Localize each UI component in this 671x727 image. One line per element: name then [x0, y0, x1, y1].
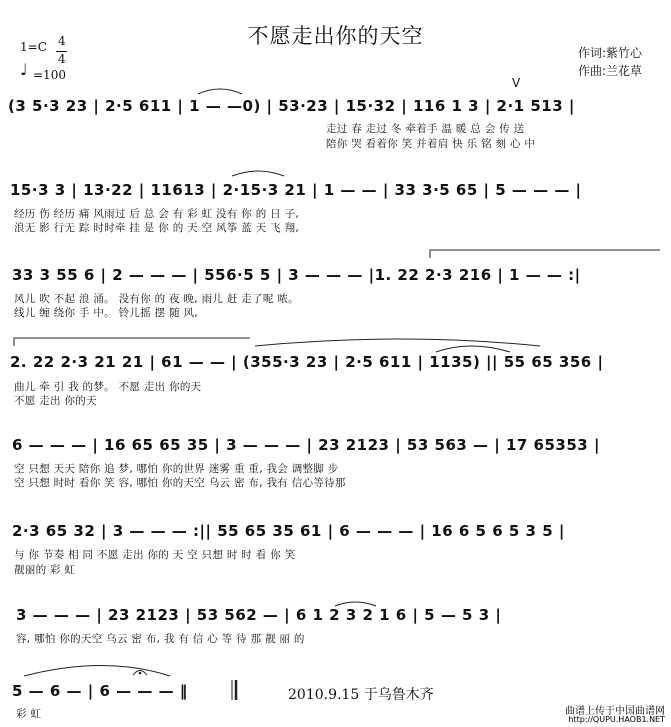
tempo-value: =100 — [33, 68, 66, 82]
volta-bracket-1 — [430, 250, 660, 258]
slur-5 — [24, 666, 170, 677]
fermata-icon — [133, 671, 147, 676]
notation-line-2: 15·3 3 | 13·22 | 11613 | 2·15·3 21 | 1 — — | 33 3·5 65 | 5 — — — | — [10, 181, 582, 199]
lyrics-line-1a: 走过 春 走过 冬 牵着手 温 暖 总 会 传 送 — [326, 123, 525, 135]
lyrics-line-2a: 经历 伤 经历 痛 风雨过 后 总 会 有 彩 虹 没有 你 的 日 子, — [14, 208, 300, 220]
lyrics-line-3b: 线儿 缠 绕你 手 中。 铃儿摇 摆 随 风, — [14, 307, 198, 319]
date-place: 2010.9.15 于乌鲁木齐 — [288, 687, 434, 703]
notation-line-4: 2. 22 2·3 21 21 | 61 — — | (355·3 23 | 2·5 611 | 1135) || 55 65 356 | — [10, 353, 604, 371]
slur-1 — [198, 89, 242, 94]
breath-mark: V — [512, 76, 521, 90]
lyricist-credit: 作词:紫竹心 — [578, 46, 643, 60]
time-signature-bar — [56, 51, 67, 52]
tempo-note-icon: ♩ — [20, 60, 28, 79]
lyrics-line-5a: 空 只想 天天 陪你 追 梦, 哪怕 你的世界 迷雾 重 重, 我会 调整脚 步 — [14, 463, 339, 475]
lyrics-line-2b: 浪无 影 行无 踪 时时牵 挂 是 你 的 天 空 风筝 蓝 天 飞 翔, — [14, 222, 300, 234]
lyrics-line-4a: 曲儿 牵 引 我 的梦。 不愿 走出 你的天 — [14, 381, 202, 393]
composer-credit: 作曲:兰花草 — [578, 64, 643, 78]
lyrics-line-1b: 陪你 哭 看着你 笑 并着肩 快 乐 铭 刻 心 中 — [326, 138, 536, 150]
lyrics-line-6b: 靓丽的 彩 虹 — [14, 564, 76, 576]
lyrics-line-5b: 空 只想 时时 看你 笑 容, 哪怕 你的天空 乌云 密 布, 我有 信心等待那 — [14, 477, 346, 489]
slur-2 — [232, 171, 284, 176]
notation-line-7: 3 — — — | 23 2123 | 53 562 — | 6 1 2 3 2 1 6 | 5 — 5 3 | — [16, 606, 502, 624]
key-signature: 1=C — [20, 40, 47, 54]
slur-3 — [255, 339, 540, 346]
lyrics-line-4b: 不愿 走出 你的天 — [14, 395, 97, 407]
slur-4 — [436, 346, 510, 352]
notation-line-1: (3 5·3 23 | 2·5 611 | 1 — —0) | 53·23 | 15·32 | 116 1 3 | 2·1 513 | — [8, 97, 575, 115]
notation-line-3: 33 3 55 6 | 2 — — — | 556·5 5 | 3 — — — |1. 22 2·3 216 | 1 — — :| — [12, 266, 581, 284]
lyrics-line-3a: 风儿 吹 不起 浪 涌。 没有你 的 夜 晚, 雨儿 赶 走了呢 哝。 — [14, 293, 299, 305]
lyrics-line-6a: 与 你 节奏 相 同 不愿 走出 你的 天 空 只想 时 时 看 你 笑 — [14, 549, 296, 561]
watermark-line-2: http://QUPU.HAOB1.NET — [568, 715, 665, 724]
volta-bracket-2 — [14, 338, 250, 346]
time-signature-numerator: 4 — [58, 34, 66, 48]
page-title: 不愿走出你的天空 — [247, 24, 424, 48]
watermark-line-1: 曲谱上传于中国曲谱网 — [565, 706, 665, 717]
time-signature-denominator: 4 — [58, 52, 66, 66]
lyrics-line-7a: 容, 哪怕 你的天空 乌云 密 布, 我 有 信 心 等 待 那 靓 丽 的 — [16, 633, 305, 645]
notation-line-6: 2·3 65 32 | 3 — — — :|| 55 65 35 61 | 6 — — — | 16 6 5 6 5 3 5 | — [12, 522, 565, 540]
lyrics-line-8a: 彩 虹 — [16, 708, 42, 720]
notation-line-8: 5 — 6 — | 6 — — — ‖ — [12, 682, 188, 700]
notation-line-5: 6 — — — | 16 65 65 35 | 3 — — — | 23 2123 | 53 563 — | 17 65353 | — [12, 436, 600, 454]
